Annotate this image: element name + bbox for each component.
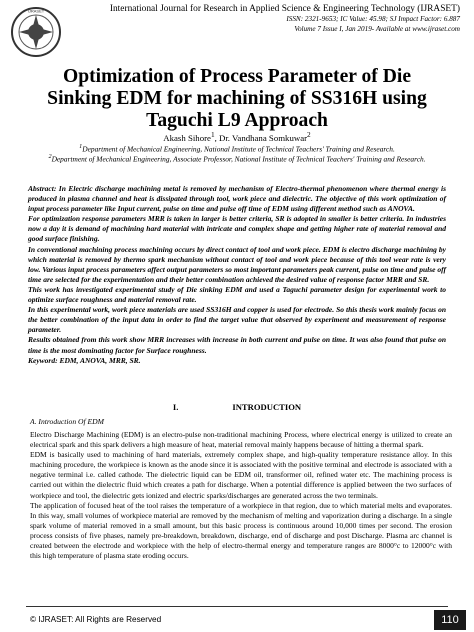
title-line: Taguchi L9 Approach xyxy=(146,110,328,131)
keywords: Keyword: EDM, ANOVA, MRR, SR. xyxy=(28,355,141,365)
affiliation-text: Department of Mechanical Engineering, National Institute of Technical Teachers' Training and Research. xyxy=(82,144,395,154)
title-line: Optimization of Process Parameter of Die xyxy=(62,66,412,87)
body-paragraph: The application of focused heat of the tool raises the temperature of a workpiece in that region, due to which material melts and evaporates. In this way, small volumes of workpiece material are removed by the mechanism of melting and vaporization during a discharge. In a single spark volume of material removed in a small amount, but this basic process is continuous around 10,000 times per second. The erosion process consists of five phases, namely pre-breakdown, breakdown, discharge, end of discharge and post Discharge. Plasma arc channel is created between the electrode and workpiece with the help of electro-thermal energy and temperature ranges are 8000°c to 12000°c with this high temperature of plasma state eroding occurs. xyxy=(30,500,452,561)
abstract-paragraph: This work has investigated experimental study of Die sinking EDM and used a Taguchi parameter design for experimental work to optimize surface roughness and material removal rate. xyxy=(28,284,446,305)
section-title: INTRODUCTION xyxy=(232,402,302,412)
author-list xyxy=(0,130,474,143)
subsection-heading: A. Introduction Of EDM xyxy=(30,417,104,426)
author-sup: 2 xyxy=(307,130,311,139)
author-sup: 1 xyxy=(210,130,215,139)
body-paragraph: EDM is basically used to machining of hard materials, extremely complex shape, and high-quality temperature resistance alloy. In this machining procedure, the workpiece is known as the anode since it is associated with the positive terminal and electrode is associated with a negative terminal i.e. called cathode. The dielectric liquid can be EDM oil, transformer oil, refined water etc. The machining process is carried out within the dielectric fluid which creates a path for discharge. When a potential difference is applied between the two surfaces of workpiece and tool, the dielectric gets ionized and electric sparks/discharges are generated across the two terminals. xyxy=(30,450,452,500)
affiliation-sup: 1 xyxy=(79,144,83,150)
page-footer xyxy=(0,606,474,632)
paper-title xyxy=(16,66,458,132)
body-paragraph: Electro Discharge Machining (EDM) is an electro-pulse non-traditional machining Process, where electrical energy is utilized to create an electrical spark and this spark delivers a high measure of heat, material removal mainly happens because of hitting a thermal spark. xyxy=(30,430,452,450)
affiliation-text: Department of Mechanical Engineering, Associate Professor, National Institute of Technical Teachers' Training and Research. xyxy=(51,154,426,164)
volume-line: Volume 7 Issue I, Jan 2019- Available at www.ijraset.com xyxy=(294,25,460,33)
abstract-paragraph: Abstract: In Electric discharge machining metal is removed by mechanism of Electro-thermal phenomenon where thermal energy is produced in plasma channel and heat is dissipated through tool, work piece and dielectric. The objective of this work optimization of input process parameter like Input current, pulse on time and pulse off time of EDM using different method such as ANOVA. xyxy=(28,184,446,214)
copyright: © IJRASET: All Rights are Reserved xyxy=(30,615,162,624)
abstract-paragraph: In conventional machining process machining occurs by direct contact of tool and work piece. EDM is electro discharge machining by which material is removed by thermo spark mechanism without contact of tool and work piece because of this tool wear rate is very low. Various input process parameters affect output parameters so most important parameters peak current, pulse on time and pulse off time are selected for the experimentation and their better combination achieved the desired value of response factor MRR and SR. xyxy=(28,244,446,284)
journal-header xyxy=(74,4,460,34)
abstract-paragraph: For optimization response parameters MRR is taken in larger is better criteria, SR is adopted in smaller is better criteria. In industries now a day it is demand of machining hard material with intricate and complex shape and getting higher rate of material removal and good surface finishing. xyxy=(28,214,446,244)
abstract-paragraph: In this experimental work, work piece materials are used SS316H and copper is used for electrode. So this thesis work mainly focus on the better combination of the input data in order to find the target value that observed by experiment and measurement of response parameter. xyxy=(28,305,446,335)
journal-name: International Journal for Research in Applied Science & Engineering Technology (IJRASET) xyxy=(109,4,460,14)
section-heading xyxy=(0,402,474,412)
page-number: 110 xyxy=(434,610,466,630)
abstract-paragraph: Results obtained from this work show MRR increases with increase in both current and pulse on time. It was also found that pulse on time is the most dominating factor for Surface roughness. xyxy=(28,335,446,355)
author-name: , Dr. Vandhana Somkuwar xyxy=(214,132,308,143)
section-number: I. xyxy=(172,402,179,412)
footer-rule xyxy=(26,606,448,607)
affiliation-sup: 2 xyxy=(48,154,52,160)
abstract xyxy=(28,184,446,366)
affiliation-2 xyxy=(40,152,434,164)
body-text xyxy=(30,430,452,561)
svg-text:IJRASET: IJRASET xyxy=(27,8,45,14)
journal-logo xyxy=(10,6,62,58)
author-name: Akash Sihore xyxy=(163,132,211,143)
title-line: Sinking EDM for machining of SS316H using xyxy=(47,88,427,109)
issn-line: ISSN: 2321-9653; IC Value: 45.98; SJ Impact Factor: 6.887 xyxy=(286,15,460,23)
